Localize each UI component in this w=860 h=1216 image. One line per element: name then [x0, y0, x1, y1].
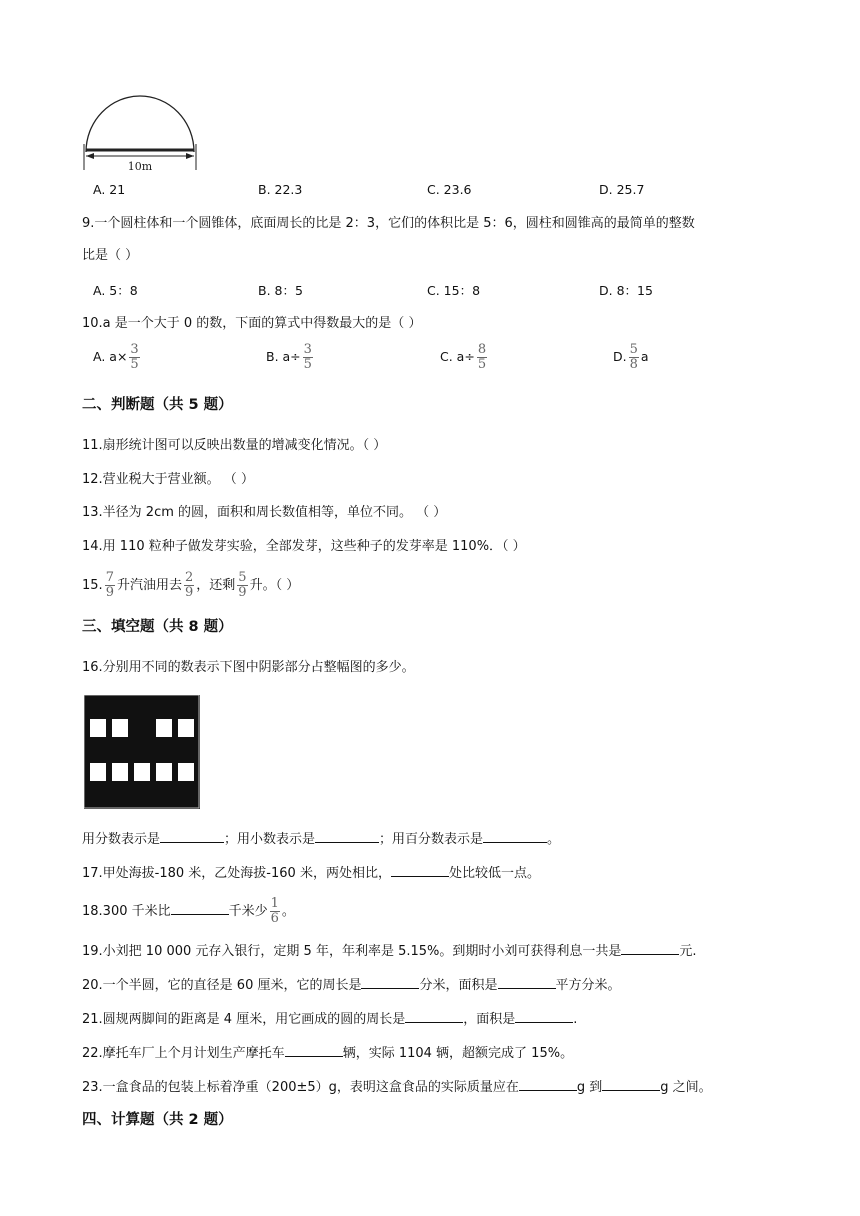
- q23-text: 23.一盒食品的包装上标着净重（200±5）g，表明这盒食品的实际质量应在 g 到 g 之间。: [82, 1076, 712, 1098]
- section-title-calculation: 四、计算题（共 2 题）: [82, 1112, 233, 1128]
- q9-option-c: C. 15：8: [427, 283, 481, 298]
- q8-option-a: A. 21: [93, 182, 126, 197]
- diagram-label: 10m: [127, 160, 153, 173]
- answer-blank[interactable]: [515, 1008, 573, 1023]
- q10-text: 10.a 是一个大于 0 的数，下面的算式中得数最大的是（ ）: [82, 316, 422, 331]
- answer-blank[interactable]: [285, 1042, 343, 1057]
- answer-blank[interactable]: [621, 940, 679, 955]
- q20-text: 20.一个半圆，它的直径是 60 厘米，它的周长是 分米，面积是 平方分米。: [82, 974, 621, 996]
- fraction: $\frac{3}{5}$: [303, 342, 312, 372]
- answer-blank[interactable]: [361, 974, 419, 989]
- shaded-grid-figure: [84, 695, 200, 809]
- answer-blank[interactable]: [602, 1076, 660, 1091]
- q10-option-b: B. a÷ $\frac{3}{5}$: [266, 342, 312, 372]
- q9-line1: 9.一个圆柱体和一个圆锥体，底面周长的比是 2：3，它们的体积比是 5：6，圆柱和圆锥高的最简单的整数: [82, 216, 695, 231]
- q10-option-c: C. a÷ $\frac{8}{5}$: [440, 342, 487, 372]
- fraction: $\frac{5}{9}$: [238, 570, 247, 600]
- q9-line2: 比是（ ）: [82, 248, 139, 263]
- q19-text: 19.小刘把 10 000 元存入银行，定期 5 年，年利率是 5.15%。到期时小刘可获得利息一共是 元.: [82, 940, 697, 962]
- fraction: $\frac{5}{8}$: [629, 342, 638, 372]
- answer-blank[interactable]: [498, 974, 556, 989]
- q9-option-d: D. 8：15: [599, 283, 653, 298]
- fraction: $\frac{8}{5}$: [477, 342, 487, 372]
- q16-text: 16.分别用不同的数表示下图中阴影部分占整幅图的多少。: [82, 660, 415, 675]
- q13-text: 13.半径为 2cm 的圆，面积和周长数值相等，单位不同。 （ ）: [82, 505, 447, 520]
- fraction: $\frac{1}{6}$: [270, 896, 279, 926]
- fraction: $\frac{3}{5}$: [130, 342, 139, 372]
- q8-option-d: D. 25.7: [599, 182, 645, 197]
- q8-option-b: B. 22.3: [258, 182, 303, 197]
- fraction: $\frac{2}{9}$: [184, 570, 194, 600]
- q9-option-b: B. 8：5: [258, 283, 303, 298]
- answer-blank[interactable]: [391, 862, 449, 877]
- q22-text: 22.摩托车厂上个月计划生产摩托车 辆，实际 1104 辆，超额完成了 15%。: [82, 1042, 573, 1064]
- q8-option-c: C. 23.6: [427, 182, 472, 197]
- fraction: $\frac{7}{9}$: [105, 570, 114, 600]
- q17-text: 17.甲处海拔-180 米，乙处海拔-160 米，两处相比， 处比较低一点。: [82, 862, 540, 884]
- q10-option-a: A. a× $\frac{3}{5}$: [93, 342, 139, 372]
- answer-blank[interactable]: [519, 1076, 577, 1091]
- q14-text: 14.用 110 粒种子做发芽实验，全部发芽，这些种子的发芽率是 110%．（ ）: [82, 539, 526, 554]
- answer-blank[interactable]: [315, 828, 379, 843]
- semicircle-diagram: [78, 84, 202, 176]
- answer-blank[interactable]: [405, 1008, 463, 1023]
- section-title-judgment: 二、判断题（共 5 题）: [82, 397, 233, 413]
- answer-blank[interactable]: [483, 828, 547, 843]
- answer-blank[interactable]: [160, 828, 224, 843]
- q16-answer-line: 用分数表示是 ；用小数表示是 ；用百分数表示是 。: [82, 828, 560, 850]
- q15-text: 15. $\frac{7}{9}$ 升汽油用去 $\frac{2}{9}$ ，还剩 $\frac{5}{9}$ 升。（ ）: [82, 570, 300, 600]
- section-title-fill-blank: 三、填空题（共 8 题）: [82, 619, 233, 635]
- q12-text: 12.营业税大于营业额。 （ ）: [82, 472, 254, 487]
- q18-text: 18.300 千米比 千米少 $\frac{1}{6}$ 。: [82, 896, 295, 926]
- q10-option-d: D. $\frac{5}{8}$ a: [613, 342, 649, 372]
- q9-option-a: A. 5：8: [93, 283, 138, 298]
- q11-text: 11.扇形统计图可以反映出数量的增减变化情况。（ ）: [82, 438, 387, 453]
- q21-text: 21.圆规两脚间的距离是 4 厘米，用它画成的圆的周长是 ，面积是 .: [82, 1008, 577, 1030]
- answer-blank[interactable]: [171, 900, 229, 915]
